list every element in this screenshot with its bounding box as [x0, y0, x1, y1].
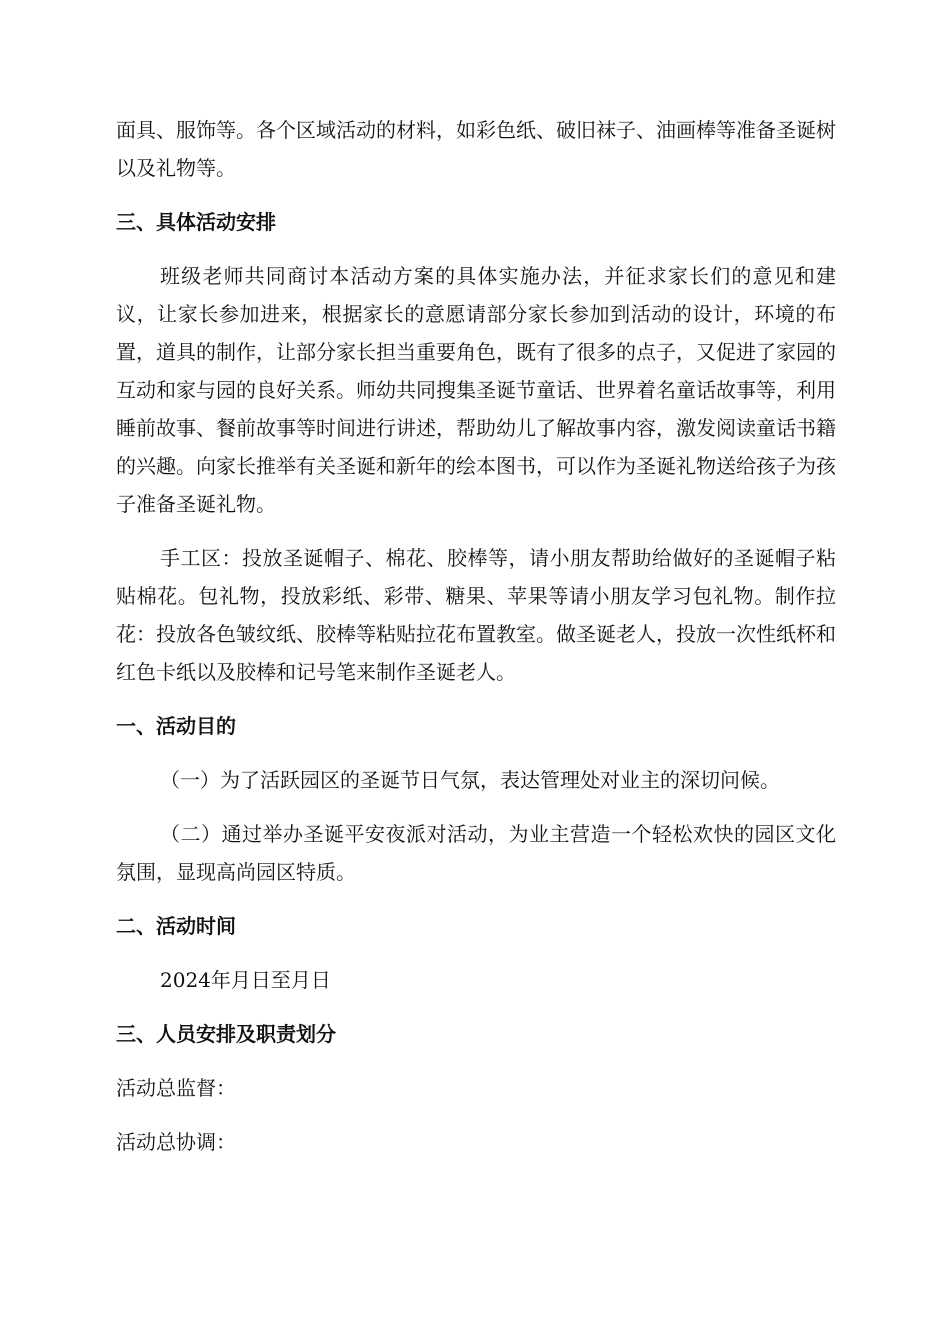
arrangement-paragraph: 班级老师共同商讨本活动方案的具体实施办法，并征求家长们的意见和建议，让家长参加进来，根据家长的意愿请部分家长参加到活动的设计，环境的布置，道具的制作，让部分家长担当重要角色，既有了很多的点子，又促进了家园的互动和家与园的良好关系。师幼共同搜集圣诞节童话、世界着名童话故事等，利用睡前故事、餐前故事等时间进行讲述，帮助幼儿了解故事内容，激发阅读童话书籍的兴趣。向家长推举有关圣诞和新年的绘本图书，可以作为圣诞礼物送给孩子为孩子准备圣诞礼物。	[116, 264, 836, 516]
time-paragraph: 2024年月日至月日	[160, 968, 331, 992]
handcraft-paragraph: 手工区：投放圣诞帽子、棉花、胶棒等，请小朋友帮助给做好的圣诞帽子粘贴棉花。包礼物，投放彩纸、彩带、糖果、苹果等请小朋友学习包礼物。制作拉花：投放各色皱纹纸、胶棒等粘贴拉花布置教室。做圣诞老人，投放一次性纸杯和红色卡纸以及胶棒和记号笔来制作圣诞老人。	[116, 546, 836, 684]
goal-paragraph-1: （一）为了活跃园区的圣诞节日气氛，表达管理处对业主的深切问候。	[160, 768, 780, 792]
section-heading-activity-goal: 一、活动目的	[116, 714, 236, 738]
intro-paragraph: 面具、服饰等。各个区域活动的材料，如彩色纸、破旧袜子、油画棒等准备圣诞树以及礼物等。	[116, 118, 836, 180]
goal-paragraph-2: （二）通过举办圣诞平安夜派对活动，为业主营造一个轻松欢快的园区文化氛围，显现高尚园区特质。	[116, 822, 836, 884]
supervisor-line: 活动总监督：	[116, 1076, 236, 1100]
section-heading-activity-arrangement: 三、具体活动安排	[116, 210, 276, 234]
section-heading-staff-arrangement: 三、人员安排及职责划分	[116, 1022, 336, 1046]
document-page	[116, 111, 836, 1161]
coordinator-line: 活动总协调：	[116, 1130, 236, 1154]
section-heading-activity-time: 二、活动时间	[116, 914, 236, 938]
